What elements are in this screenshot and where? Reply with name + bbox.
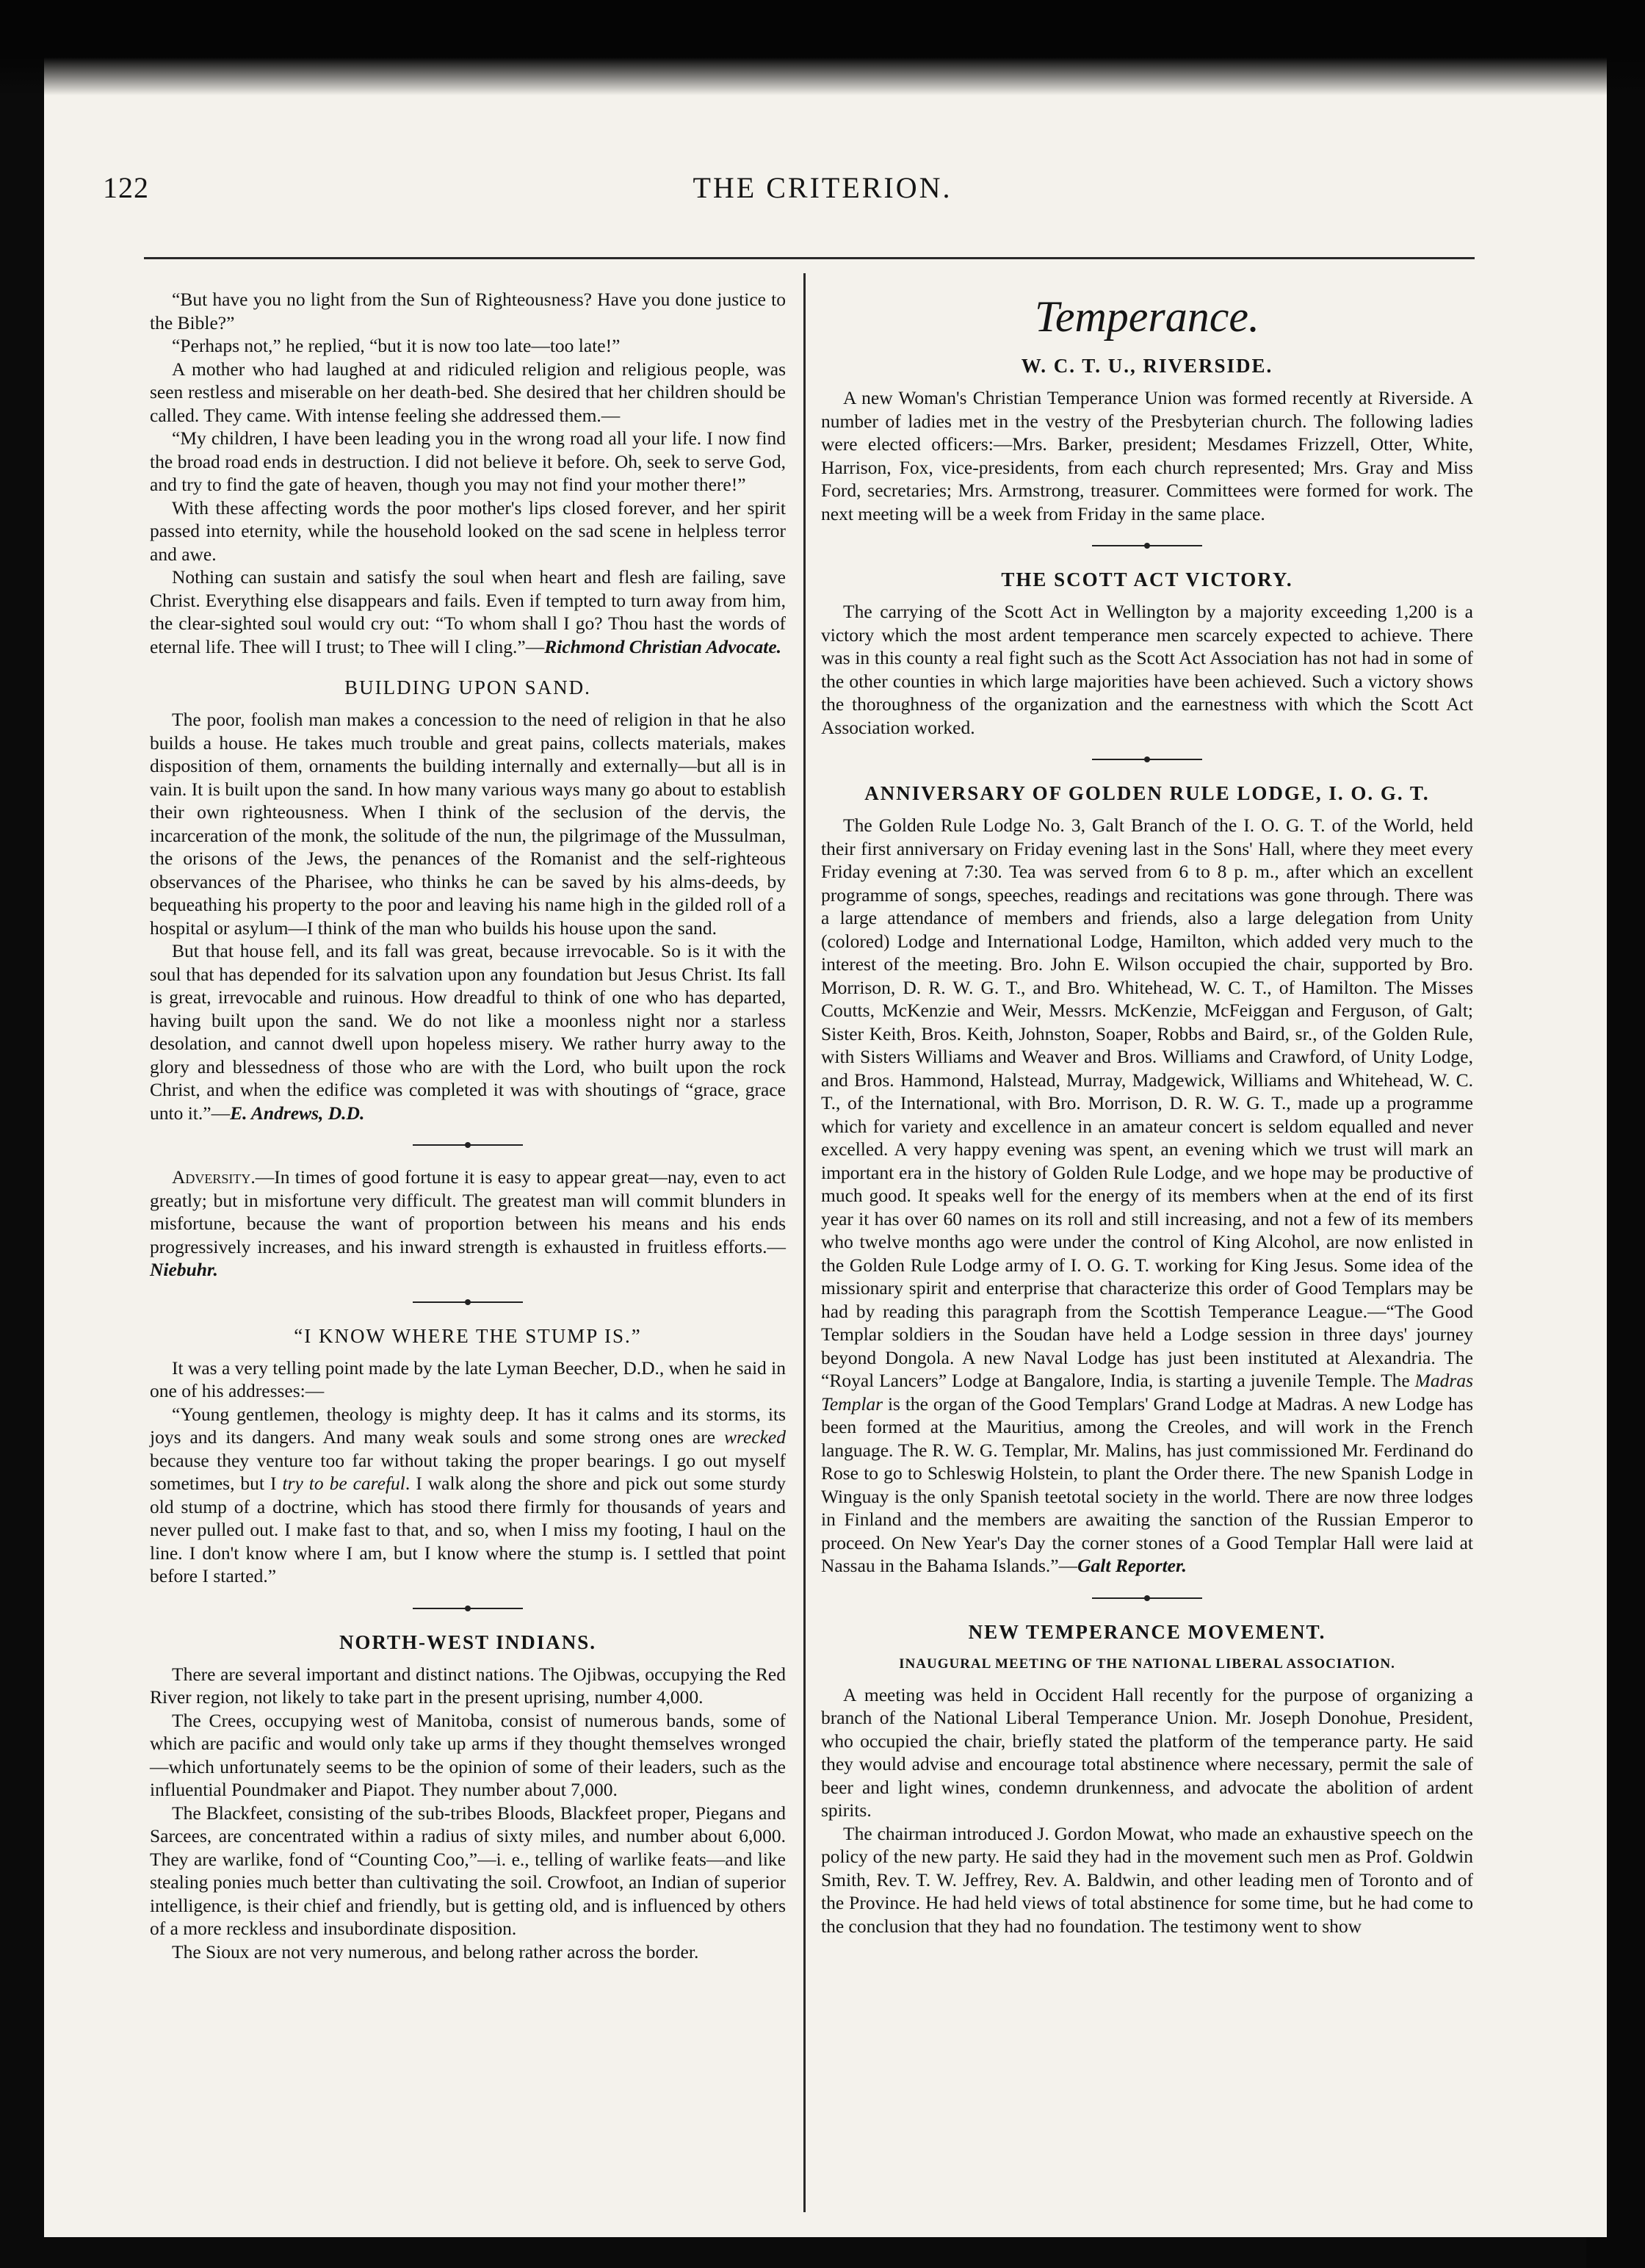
ornament-separator	[413, 1298, 523, 1307]
paragraph	[150, 566, 786, 658]
right-column	[821, 288, 1473, 1937]
column-rule	[803, 273, 806, 2212]
paragraph: The chairman introduced J. Gordon Mowat, who made an exhaustive speech on the policy of the new party. He said they had in the movement such men as Prof. Goldwin Smith, Rev. T. W. Jeffrey, Rev. A. Baldwin, and other leading men of Toronto and of the Province. He had held views of total abstinence for some time, but he had come to the conclusion that they had no foundation. The testimony went to show	[821, 1822, 1473, 1937]
paragraph	[150, 1166, 786, 1282]
article-heading: NEW TEMPERANCE MOVEMENT.	[968, 1620, 1326, 1643]
paragraph: “But have you no light from the Sun of Righteousness? Have you done justice to the Bible?”	[150, 289, 786, 333]
paragraph: A mother who had laughed at and ridiculed religion and religious people, was seen restless and miserable on her death-bed. She desired that her children should be called. They came. With intense feeling she addressed them.—	[150, 358, 786, 426]
ornament-separator	[413, 1141, 523, 1149]
paragraph	[821, 814, 1473, 1578]
article-heading: BUILDING UPON SAND.	[344, 676, 591, 698]
paragraph: It was a very telling point made by the late Lyman Beecher, D.D., when he said in one of his addresses:—	[150, 1357, 786, 1401]
attribution: Galt Reporter.	[1077, 1555, 1187, 1576]
paragraph: “My children, I have been leading you in the wrong road all your life. I now find the broad road ends in destruction. I did not believe it before. Oh, seek to serve God, and try to find the gate of heaven, though you may not find your mother there!”	[150, 427, 786, 495]
paragraph-text: “Young gentlemen, theology is mighty deep. It has it calms and its storms, its joys and its dangers. And many weak souls and some strong ones are	[150, 1403, 786, 1448]
paragraph-text: . I walk along the shore and pick out some sturdy old stump of a doctrine, which has stood there firmly for thousands of years and never pulled out. I make fast to that, and so, when I miss my footing, I haul on the line. I don't know where I am, but I know where the stump is. I settled that point before I started.”	[150, 1473, 786, 1586]
header-rule	[144, 257, 1475, 259]
attribution: Richmond Christian Advocate.	[544, 635, 782, 657]
paragraph: The poor, foolish man makes a concession to the need of religion in that he also builds a house. He takes much trouble and great pains, collects materials, makes disposition of them, ornaments the building internally and externally—but all is in vain. It is built upon the sand. In how many various ways many go about to establish their own righteousness. When I think of the seclusion of the dervis, the incarceration of the monk, the solitude of the nun, the pilgrimage of the Mussulman, the orisons of the Jews, the penances of the Romanist and the self-righteous observances of the Pharisee, who thinks he can be saved by his alms-deeds, by bequeathing his property to the poor and leaving his name high in the gilded roll of a hospital or asylum—I think of the man who builds his house upon the sand.	[150, 709, 786, 939]
emphasis: wrecked	[723, 1426, 786, 1448]
article-heading: THE SCOTT ACT VICTORY.	[1001, 568, 1293, 591]
section-title: Temperance.	[1034, 292, 1260, 341]
ornament-separator	[1092, 1594, 1202, 1603]
article-heading: ANNIVERSARY OF GOLDEN RULE LODGE, I. O. G. T.	[864, 782, 1430, 804]
emphasis: Madras Templar	[821, 1370, 1473, 1415]
attribution: E. Andrews, D.D.	[230, 1102, 365, 1124]
running-title: THE CRITERION.	[693, 171, 952, 204]
article-subheading: INAUGURAL MEETING OF THE NATIONAL LIBERAL ASSOCIATION.	[899, 1655, 1395, 1672]
article-heading: “I KNOW WHERE THE STUMP IS.”	[294, 1324, 642, 1347]
paragraph-text: is the organ of the Good Templars' Grand Lodge at Madras. A new Lodge has been formed at the Mauritius, among the Creoles, and will work in the French language. The R. W. G. Templar, Mr. Malins, has just commissioned Mr. Ferdinand do Rose to go to Schleswig Holstein, to plant the Order there. The new Spanish Lodge in Winguay is the only Spanish teetotal society in the world. There are now three lodges in Finland and the members are awaiting the sanction of the Russian Emperor to proceed. On New Year's Day the corner stones of a Good Templar Hall were laid at Nassau in the Bahama Islands.”—	[821, 1393, 1473, 1576]
paragraph: The Blackfeet, consisting of the sub-tribes Bloods, Blackfeet proper, Piegans and Sarcees, are concentrated within a radius of sixty miles, and number about 6,000. They are warlike, fond of “Counting Coo,”—i. e., telling of warlike feats—and like stealing ponies much better than cultivating the soil. Crowfoot, an Indian of superior intelligence, is their chief and friendly, but is getting old, and is influenced by others of a more reckless and insubordinate disposition.	[150, 1802, 786, 1939]
attribution: Niebuhr.	[150, 1259, 218, 1280]
paragraph-text: But that house fell, and its fall was great, because irrevocable. So is it with the soul that has depended for its salvation upon any foundation but Jesus Christ. Its fall is great, irrevocable and ruinous. How dreadful to think of one who has departed, having built upon the sand. We do not like a moonless night nor a starless desolation, and cannot dwell upon hopeless misery. We rather hurry away to the glory and blessedness of those who are with the Lord, who built upon the rock Christ, and when the edifice was completed it was with shoutings of “grace, grace unto it.”—	[150, 940, 786, 1124]
ornament-separator	[1092, 541, 1202, 550]
paragraph	[150, 939, 786, 1124]
paragraph: The carrying of the Scott Act in Wellington by a majority exceeding 1,200 is a victory which the most ardent temperance men scarcely expected to achieve. There was in this county a real fight such as the Scott Act Association has not had in some of the other counties in which large majorities have been achieved. Such a victory shows the thoroughness of the organization and the earnestness with which the Scott Act Association worked.	[821, 601, 1473, 738]
article-heading: NORTH-WEST INDIANS.	[339, 1630, 597, 1653]
paragraph: A new Woman's Christian Temperance Union was formed recently at Riverside. A number of ladies met in the vestry of the Presbyterian church. The following ladies were elected officers:—Mrs. Barker, president; Mesdames Frizzell, Otter, White, Harrison, Fox, vice-presidents, from each church represented; Mrs. Gray and Miss Ford, secretaries; Mrs. Armstrong, treasurer. Committees were formed for work. The next meeting will be a week from Friday in the same place.	[821, 387, 1473, 524]
lead-word: Adversity.	[172, 1166, 256, 1188]
paragraph: A meeting was held in Occident Hall recently for the purpose of organizing a branch of the National Liberal Temperance Union. Mr. Joseph Donohue, President, who occupied the chair, briefly stated the platform of the temperance party. He said they would advise and encourage total abstinence where necessary, permit the sale of beer and light wines, condemn drunkenness, and advocate the abolition of ardent spirits.	[821, 1683, 1473, 1821]
ornament-separator	[413, 1604, 523, 1613]
page-number: 122	[103, 171, 149, 204]
paragraph-text: because they venture too far without taking the proper bearings. I go out myself sometimes, but I	[150, 1449, 786, 1494]
paragraph-text: The Golden Rule Lodge No. 3, Galt Branch of the I. O. G. T. of the World, held their first anniversary on Friday evening last in the Sons' Hall, where they meet every Friday evening at 7:30. Tea was served from 6 to 8 p. m., after which an excellent programme of songs, speeches, readings and recitations was gone through. There was a large attendance of members and friends, also a large delegation from Unity (colored) Lodge and International Lodge, Hamilton, which added very much to the interest of the meeting. Bro. John E. Wilson occupied the chair, supported by Bro. Morrison, D. R. W. G. T., and Bro. Whitehead, W. C. T., of Hamilton. The Misses Coutts, McKenzie and Weir, Messrs. McKenzie, McFeiggan and Ferguson, of Galt; Sister Keith, Bros. Keith, Johnston, Soaper, Robbs and Baird, sr., of the Golden Rule, with Sisters Williams and Weaver and Bros. Williams and Crawford, of Unity Lodge, and Bros. Hammond, Halstead, Murray, Madgewick, Williams and Whitehead, W. C. T., of the International, with Bro. Morrison, D. R. W. G. T., made up a programme which for variety and excellence in an amateur concert is seldom equalled and never excelled. A very happy evening was spent, an evening which we trust will mark an important era in the history of Golden Rule Lodge, and we hope may be productive of much good. It speaks well for the energy of its members when at the end of its first year it has over 60 names on its roll and still increasing, and not a few of its members who twelve months ago were under the control of King Alcohol, are now enlisted in the Golden Rule Lodge army of I. O. G. T. working for King Jesus. Some idea of the missionary spirit and enterprise that characterize this order of Good Templars may be had by reading this paragraph from the Scottish Temperance League.—“The Good Templar soldiers in the Soudan have held a Lodge session in three days' journey beyond Dongola. A new Naval Lodge has just been instituted at Alexandria. The “Royal Lancers” Lodge at Bangalore, India, is starting a juvenile Temple. The	[821, 815, 1473, 1391]
paragraph: There are several important and distinct nations. The Ojibwas, occupying the Red River region, not likely to take part in the present uprising, number 4,000.	[150, 1663, 786, 1708]
paragraph: The Sioux are not very numerous, and belong rather across the border.	[172, 1940, 699, 1962]
article-heading: W. C. T. U., RIVERSIDE.	[1021, 355, 1273, 377]
page-header	[103, 170, 1542, 207]
paragraph: The Crees, occupying west of Manitoba, consist of numerous bands, some of which are pacific and would only take up arms if they thought themselves wronged—which unfortunately seems to be the opinion of some of their leaders, such as the influential Poundmaker and Piapot. They number about 7,000.	[150, 1709, 786, 1800]
left-column	[150, 288, 786, 1963]
paragraph: With these affecting words the poor mother's lips closed forever, and her spirit passed into eternity, while the household looked on the sad scene in helpless terror and awe.	[150, 496, 786, 565]
paragraph-text: Nothing can sustain and satisfy the soul when heart and flesh are failing, save Christ. Everything else disappears and fails. Even if tempted to turn away from him, the clear-sighted soul would cry out: “To whom shall I go? Thou hast the words of eternal life. Thee will I trust; to Thee will I cling.”—	[150, 566, 786, 657]
paragraph: “Perhaps not,” he replied, “but it is now too late—too late!”	[172, 335, 621, 356]
emphasis: try to be careful	[282, 1473, 405, 1494]
ornament-separator	[1092, 755, 1202, 764]
paragraph	[150, 1403, 786, 1588]
paragraph-text: —In times of good fortune it is easy to appear great—nay, even to act greatly; but in misfortune very difficult. The greatest man will commit blunders in misfortune, because the want of proportion between his means and his ends progressively increases, and his inward strength is exhausted in fruitless efforts.—	[150, 1166, 786, 1257]
